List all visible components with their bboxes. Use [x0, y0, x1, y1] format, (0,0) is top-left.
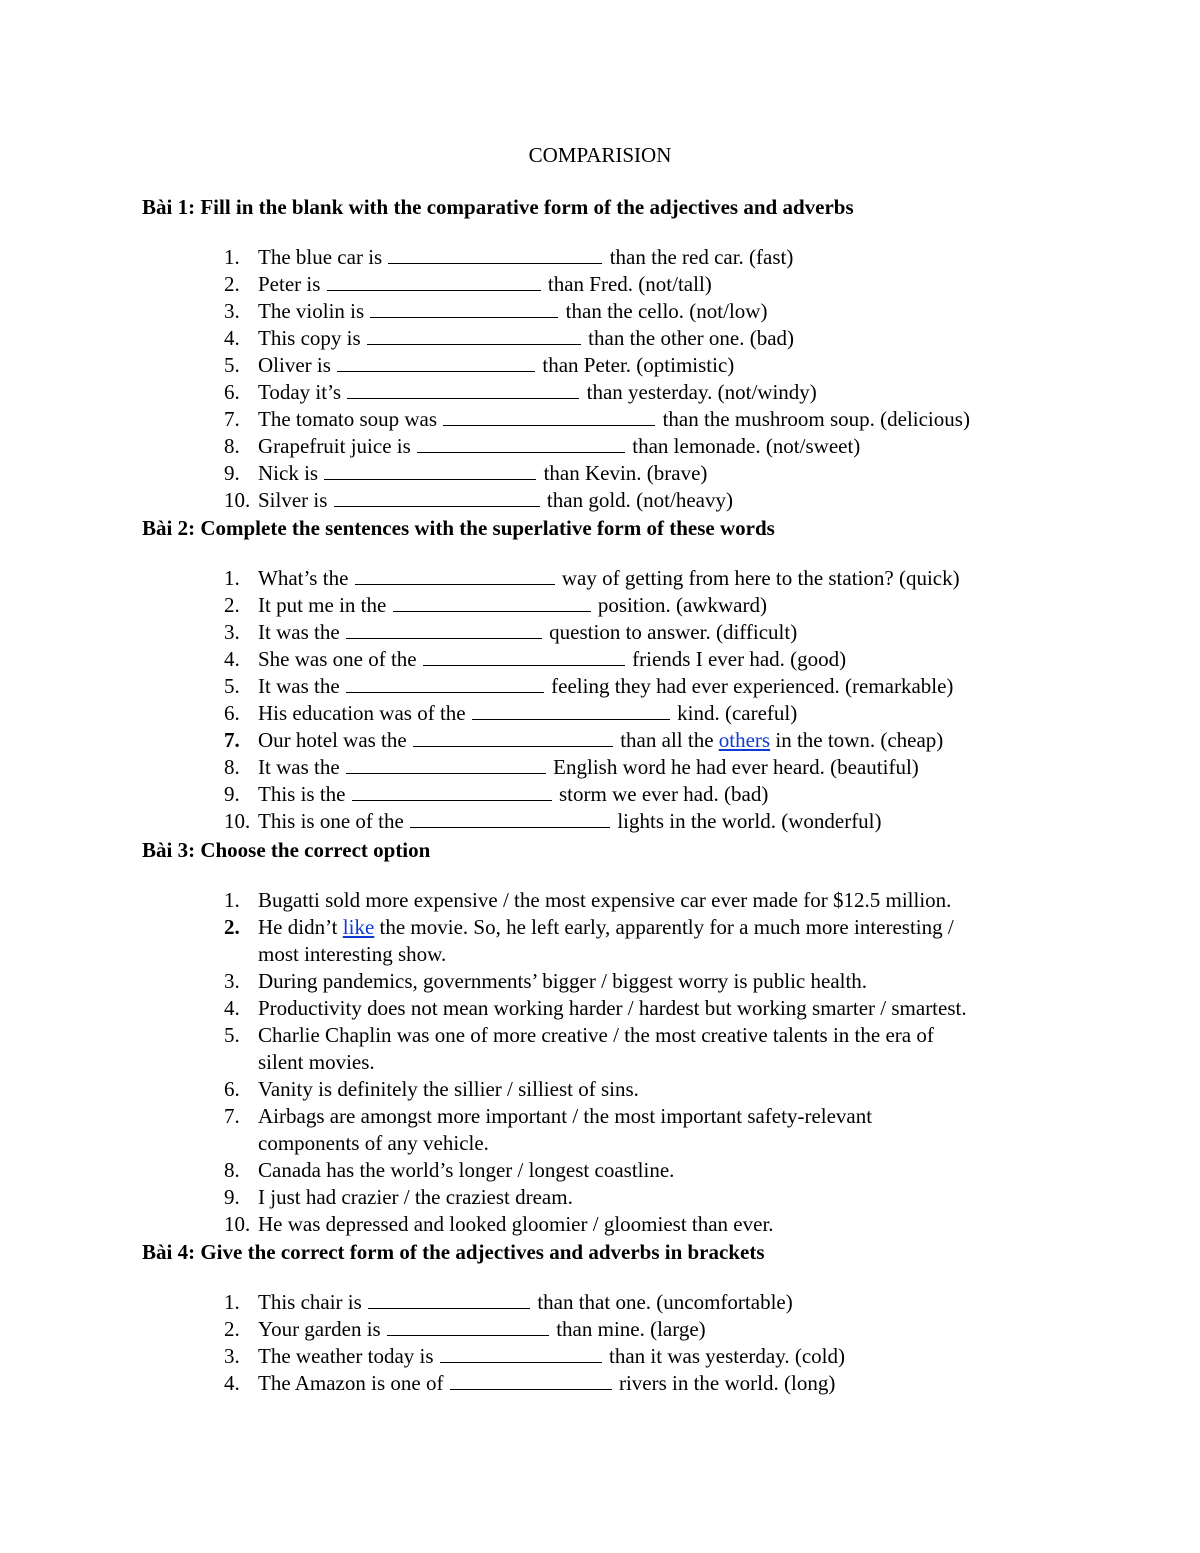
item-text: [258, 406, 1084, 433]
text-before-blank: It put me in the: [258, 593, 387, 617]
text-before-blank: It was the: [258, 755, 340, 779]
option-text: Canada has the world’s longer / longest coastline.: [258, 1158, 675, 1182]
text-after-blank: English word he had ever heard. (beautiful): [553, 755, 919, 779]
item-text: [258, 781, 1084, 808]
item-number: 6.: [224, 1077, 240, 1101]
item-text: [258, 646, 1084, 673]
option-text: Airbags are amongst more important / the most important safety-relevant: [258, 1104, 873, 1128]
page-title: COMPARISION: [528, 143, 672, 167]
item-number: 2.: [224, 593, 240, 617]
item-text: [258, 995, 1084, 1022]
text-before-blank: This is the: [258, 782, 346, 806]
item-text: [258, 433, 1084, 460]
item-text: [258, 1370, 1084, 1397]
item-line: [258, 995, 1084, 1022]
item-number: 9.: [224, 782, 240, 806]
item-number: 2.: [224, 272, 240, 296]
item-number: 7.: [224, 1104, 240, 1128]
item-number: 4.: [224, 326, 240, 350]
answer-blank[interactable]: [334, 487, 540, 507]
option-text: During pandemics, governments’ bigger / biggest worry is public health.: [258, 969, 868, 993]
item-text: [258, 244, 1084, 271]
item-number: 9.: [224, 1185, 240, 1209]
text-after-blank: feeling they had ever experienced. (remarkable): [551, 674, 954, 698]
item-text: [258, 592, 1084, 619]
item-number: 3.: [224, 620, 240, 644]
item-text: [258, 808, 1084, 835]
item-text: [258, 1184, 1084, 1211]
item-number: 4.: [224, 996, 240, 1020]
item-text: [258, 1343, 1084, 1370]
answer-blank[interactable]: [443, 406, 655, 426]
text-before-blank: What’s the: [258, 566, 349, 590]
text-before-blank: She was one of the: [258, 647, 417, 671]
text-after-blank: storm we ever had. (bad): [559, 782, 769, 806]
text-before-blank: The tomato soup was: [258, 407, 438, 431]
text-before-blank: Peter is: [258, 272, 321, 296]
item-number: 3.: [224, 299, 240, 323]
item-text: [258, 1211, 1084, 1238]
answer-blank[interactable]: [347, 379, 579, 399]
item-text: [258, 700, 1084, 727]
item-text: [258, 754, 1084, 781]
answer-blank[interactable]: [388, 244, 602, 264]
item-line: [258, 1184, 1084, 1211]
option-text: He was depressed and looked gloomier / gloomiest than ever.: [258, 1212, 774, 1236]
item-line: [258, 1022, 1084, 1049]
item-number: 1.: [224, 888, 240, 912]
option-text: I just had crazier / the craziest dream.: [258, 1185, 573, 1209]
text-after-blank: friends I ever had. (good): [632, 647, 847, 671]
item-number: 6.: [224, 380, 240, 404]
item-line: [258, 914, 1084, 941]
answer-blank[interactable]: [423, 646, 625, 666]
text-before-blank: Grapefruit juice is: [258, 434, 411, 458]
item-text: [258, 565, 1084, 592]
text-after-blank: than that one. (uncomfortable): [537, 1290, 793, 1314]
item-text: [258, 914, 1084, 968]
text-after-blank: than the mushroom soup. (delicious): [662, 407, 970, 431]
item-line: [258, 1076, 1084, 1103]
item-number: 6.: [224, 701, 240, 725]
item-number: 10.: [224, 809, 251, 833]
text-after-blank: than mine. (large): [556, 1317, 706, 1341]
text-after-blank: than yesterday. (not/windy): [586, 380, 817, 404]
answer-blank[interactable]: [346, 619, 542, 639]
text-before-blank: The Amazon is one of: [258, 1371, 444, 1395]
answer-blank[interactable]: [346, 673, 544, 693]
item-text: [258, 298, 1084, 325]
item-number: 1.: [224, 1290, 240, 1314]
item-number: 10.: [224, 488, 251, 512]
item-number: 4.: [224, 1371, 240, 1395]
hyperlink-like[interactable]: like: [342, 915, 375, 939]
answer-blank[interactable]: [368, 1289, 530, 1309]
text-before-blank: It was the: [258, 620, 340, 644]
item-number: 9.: [224, 461, 240, 485]
item-text: [258, 1022, 1084, 1076]
text-after-blank: than Fred. (not/tall): [547, 272, 712, 296]
text-before-blank: Oliver is: [258, 353, 331, 377]
text-before-blank: Nick is: [258, 461, 319, 485]
option-text: Vanity is definitely the sillier / silliest of sins.: [258, 1077, 639, 1101]
item-text: [258, 352, 1084, 379]
text-before-blank: Today it’s: [258, 380, 342, 404]
item-number: 3.: [224, 1344, 240, 1368]
item-text: [258, 619, 1084, 646]
item-number: 1.: [224, 566, 240, 590]
item-line: [258, 1211, 1084, 1238]
text-before-blank: The blue car is: [258, 245, 383, 269]
item-number: 2.: [224, 1317, 240, 1341]
item-text: [258, 968, 1084, 995]
text-after-blank: than all the: [620, 728, 714, 752]
text-before-blank: Your garden is: [258, 1317, 381, 1341]
text-before-blank: The violin is: [258, 299, 365, 323]
item-number: 7.: [224, 728, 240, 752]
item-line-continued: components of any vehicle.: [258, 1131, 489, 1155]
answer-blank[interactable]: [393, 592, 591, 612]
item-text: [258, 673, 1084, 700]
text-after-blank: question to answer. (difficult): [549, 620, 798, 644]
text-before-blank: It was the: [258, 674, 340, 698]
section-heading: Bài 4: Give the correct form of the adjectives and adverbs in brackets: [142, 1240, 765, 1264]
text-before-blank: This is one of the: [258, 809, 404, 833]
answer-blank[interactable]: [417, 433, 625, 453]
item-text: [258, 325, 1084, 352]
section-heading: Bài 1: Fill in the blank with the comparative form of the adjectives and adverbs: [142, 195, 854, 219]
item-line: [258, 968, 1084, 995]
text-after-blank: position. (awkward): [597, 593, 767, 617]
option-text: Productivity does not mean working harder / hardest but working smarter / smartest.: [258, 996, 967, 1020]
answer-blank[interactable]: [352, 781, 552, 801]
item-text: [258, 887, 1084, 914]
item-number: 1.: [224, 245, 240, 269]
item-text: [258, 460, 1084, 487]
answer-blank[interactable]: [410, 808, 610, 828]
text-after-blank: than it was yesterday. (cold): [609, 1344, 846, 1368]
text-after-blank: lights in the world. (wonderful): [617, 809, 882, 833]
text-after-blank: than the red car. (fast): [609, 245, 794, 269]
text-after-link: in the town. (cheap): [775, 728, 944, 752]
item-text: [258, 1289, 1084, 1316]
item-text: [258, 1316, 1084, 1343]
text-after-blank: than Kevin. (brave): [543, 461, 708, 485]
item-text: [258, 271, 1084, 298]
item-line-continued: most interesting show.: [258, 942, 447, 966]
option-text: Bugatti sold more expensive / the most expensive car ever made for $12.5 million.: [258, 888, 952, 912]
text-before-blank: This copy is: [258, 326, 361, 350]
section-heading: Bài 3: Choose the correct option: [142, 838, 431, 862]
text-after-blank: than the cello. (not/low): [565, 299, 768, 323]
item-number: 7.: [224, 407, 240, 431]
item-number: 8.: [224, 434, 240, 458]
text-before-blank: This chair is: [258, 1290, 362, 1314]
text-after-blank: than the other one. (bad): [588, 326, 795, 350]
text-after-blank: than gold. (not/heavy): [546, 488, 733, 512]
item-text: [258, 487, 1084, 514]
text-after-blank: rivers in the world. (long): [618, 1371, 836, 1395]
answer-blank[interactable]: [346, 754, 546, 774]
answer-blank[interactable]: [472, 700, 670, 720]
answer-blank[interactable]: [413, 727, 613, 747]
item-text: [258, 379, 1084, 406]
answer-blank[interactable]: [327, 271, 541, 291]
answer-blank[interactable]: [367, 325, 581, 345]
text-before-blank: Our hotel was the: [258, 728, 407, 752]
answer-blank[interactable]: [337, 352, 535, 372]
item-line: [258, 1157, 1084, 1184]
section-heading: Bài 2: Complete the sentences with the superlative form of these words: [142, 516, 775, 540]
item-text: [258, 1076, 1084, 1103]
hyperlink-others[interactable]: others: [718, 728, 771, 752]
answer-blank[interactable]: [355, 565, 555, 585]
item-number: 8.: [224, 1158, 240, 1182]
item-number: 8.: [224, 755, 240, 779]
item-text: [258, 727, 1084, 754]
text-after-blank: than lemonade. (not/sweet): [632, 434, 861, 458]
item-number: 5.: [224, 1023, 240, 1047]
answer-blank[interactable]: [440, 1343, 602, 1363]
item-line: [258, 1103, 1084, 1130]
item-line-continued: silent movies.: [258, 1050, 375, 1074]
answer-blank[interactable]: [370, 298, 558, 318]
text-after-blank: kind. (careful): [677, 701, 798, 725]
answer-blank[interactable]: [324, 460, 536, 480]
item-number: 3.: [224, 969, 240, 993]
item-text: [258, 1103, 1084, 1157]
item-number: 5.: [224, 353, 240, 377]
text-before-link: He didn’t: [258, 915, 338, 939]
text-before-blank: His education was of the: [258, 701, 466, 725]
item-number: 2.: [224, 915, 240, 939]
text-before-blank: Silver is: [258, 488, 328, 512]
item-number: 4.: [224, 647, 240, 671]
text-after-blank: than Peter. (optimistic): [542, 353, 735, 377]
option-text: the movie. So, he left early, apparently for a much more interesting /: [379, 915, 954, 939]
text-after-blank: way of getting from here to the station? (quick): [561, 566, 960, 590]
item-number: 5.: [224, 674, 240, 698]
answer-blank[interactable]: [450, 1370, 612, 1390]
item-line: [258, 887, 1084, 914]
text-before-blank: The weather today is: [258, 1344, 434, 1368]
option-text: Charlie Chaplin was one of more creative / the most creative talents in the era of: [258, 1023, 934, 1047]
item-text: [258, 1157, 1084, 1184]
answer-blank[interactable]: [387, 1316, 549, 1336]
item-number: 10.: [224, 1212, 251, 1236]
